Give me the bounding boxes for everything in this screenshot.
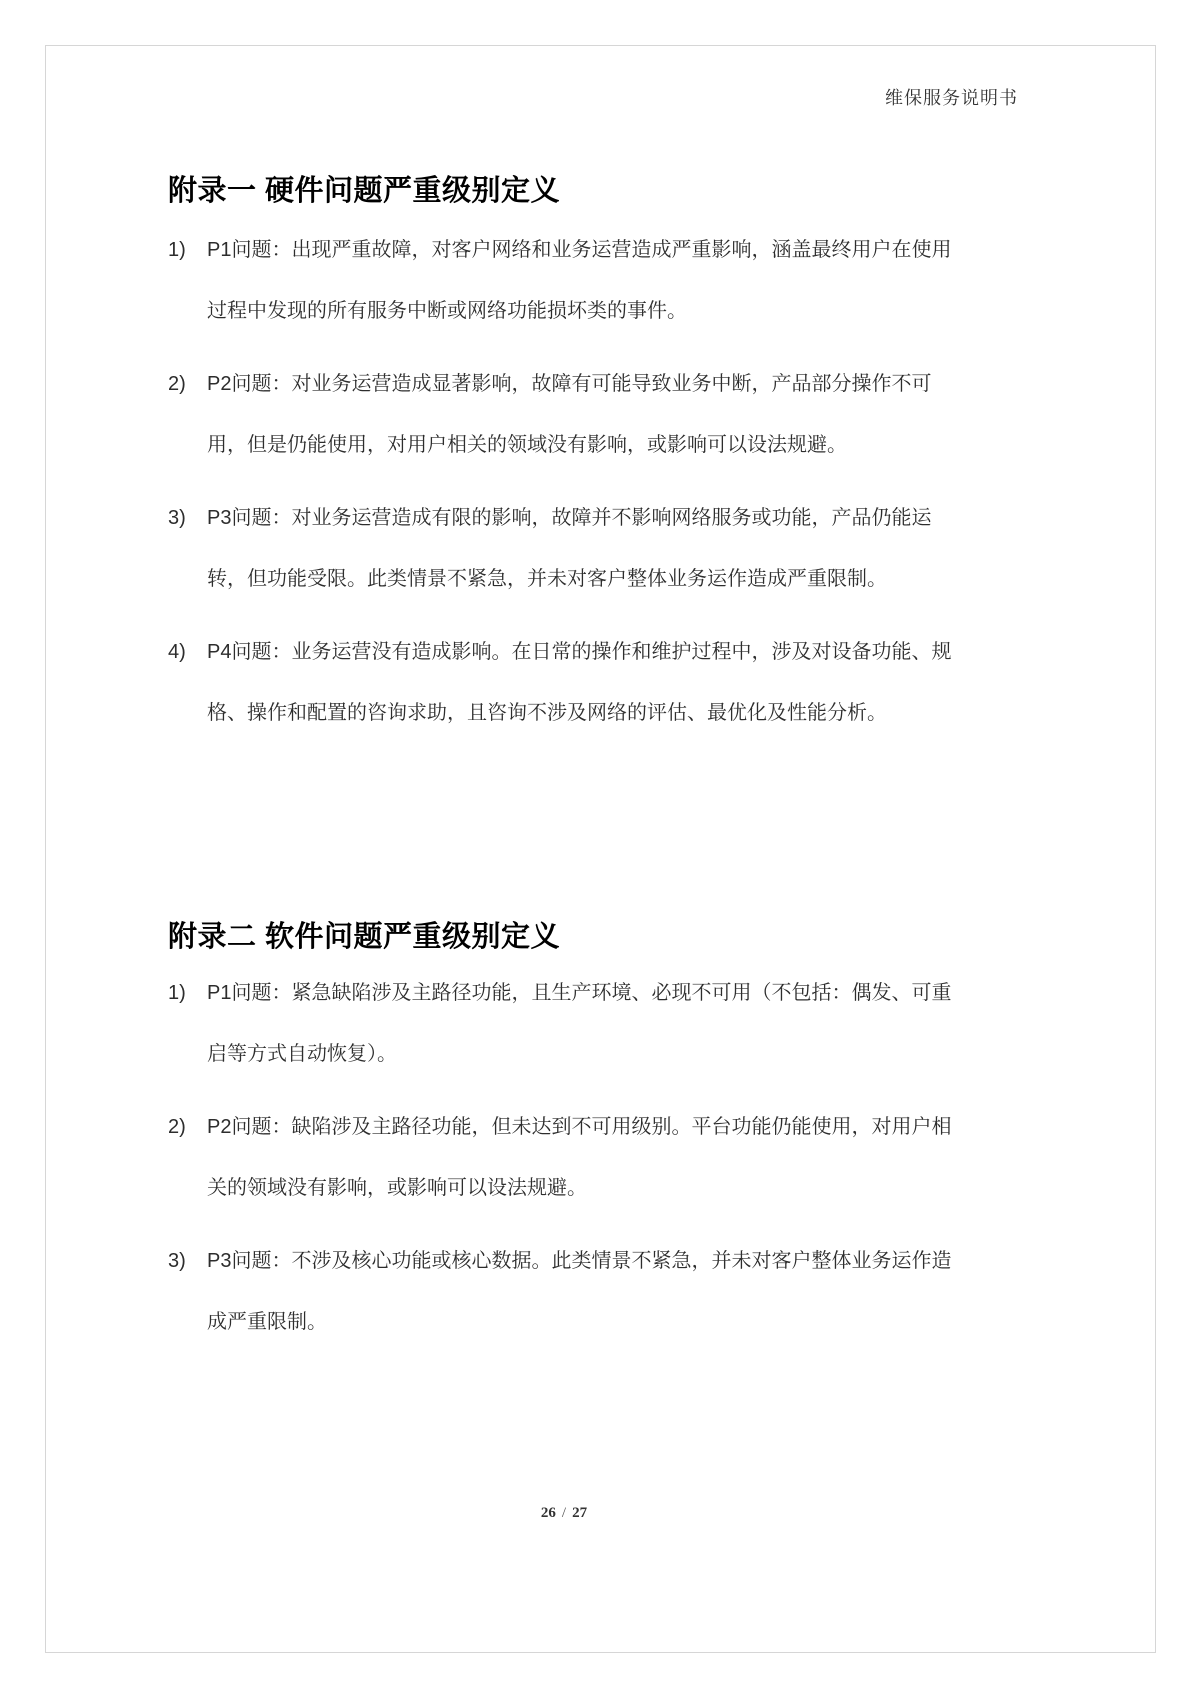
list-item [168, 1231, 960, 1353]
list-item [168, 488, 960, 610]
list-item-number: 1) [168, 982, 186, 1004]
page-number-separator: / [561, 1505, 567, 1521]
appendix-2-title: 附录二 软件问题严重级别定义 [168, 921, 561, 954]
list-item [168, 220, 960, 342]
list-item-text: P2问题：对业务运营造成显著影响，故障有可能导致业务中断，产品部分操作不可用，但是仍能使用，对用户相关的领域没有影响，或影响可以设法规避。 [207, 373, 932, 456]
page-footer [168, 1505, 960, 1522]
list-item-number: 3) [168, 507, 186, 529]
appendix-1-title: 附录一 硬件问题严重级别定义 [168, 175, 561, 208]
list-item-text: P1问题：紧急缺陷涉及主路径功能，且生产环境、必现不可用（不包括：偶发、可重启等方式自动恢复）。 [207, 982, 952, 1065]
list-item-text: P4问题：业务运营没有造成影响。在日常的操作和维护过程中，涉及对设备功能、规格、操作和配置的咨询求助，且咨询不涉及网络的评估、最优化及性能分析。 [207, 641, 952, 724]
list-item-number: 1) [168, 239, 186, 261]
list-item [168, 963, 960, 1085]
list-item-number: 4) [168, 641, 186, 663]
list-item-text: P1问题：出现严重故障，对客户网络和业务运营造成严重影响，涵盖最终用户在使用过程中发现的所有服务中断或网络功能损坏类的事件。 [207, 239, 952, 322]
appendix-1-list [168, 220, 960, 756]
list-item [168, 354, 960, 476]
list-item-text: P3问题：不涉及核心功能或核心数据。此类情景不紧急，并未对客户整体业务运作造成严重限制。 [207, 1250, 952, 1333]
page-number-total: 27 [572, 1505, 588, 1521]
appendix-2-list [168, 963, 960, 1365]
list-item-text: P3问题：对业务运营造成有限的影响，故障并不影响网络服务或功能，产品仍能运转，但功能受限。此类情景不紧急，并未对客户整体业务运作造成严重限制。 [207, 507, 932, 590]
document-title: 维保服务说明书 [885, 88, 1018, 108]
document-header [885, 84, 1018, 110]
list-item-number: 3) [168, 1250, 186, 1272]
page-number-current: 26 [540, 1505, 556, 1521]
list-item [168, 1097, 960, 1219]
list-item-number: 2) [168, 1116, 186, 1138]
list-item-number: 2) [168, 373, 186, 395]
list-item-text: P2问题：缺陷涉及主路径功能，但未达到不可用级别。平台功能仍能使用，对用户相关的领域没有影响，或影响可以设法规避。 [207, 1116, 952, 1199]
list-item [168, 622, 960, 744]
